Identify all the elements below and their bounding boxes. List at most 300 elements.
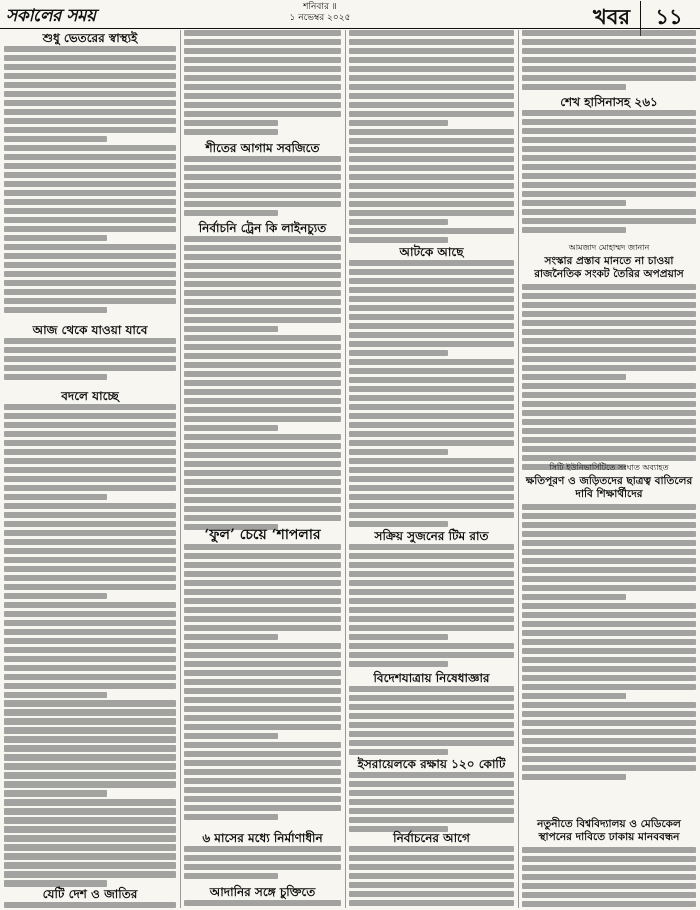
body-text-line <box>4 440 176 446</box>
headline-students: ক্ষতিপূরণ ও জড়িতদের ছাত্রত্ব বাতিলের দাবি শিক্ষার্থীদের <box>525 475 693 500</box>
body-text-line <box>522 729 696 735</box>
body-text-line <box>184 93 341 99</box>
body-text-line <box>349 102 514 108</box>
body-text-line <box>349 846 514 852</box>
body-text-line <box>349 562 514 568</box>
headline-flower: ‘ফুল’ চেয়ে ‘শাপলার <box>204 527 321 543</box>
body-text-line <box>4 431 176 437</box>
headline-election-train: নির্বাচনি ট্রেন কি লাইনচ্যুত <box>198 221 327 235</box>
body-text-line <box>4 763 176 769</box>
section-name: খবর <box>592 4 630 29</box>
body-text-line <box>184 111 341 117</box>
article-body <box>522 30 696 90</box>
newspaper-brand: সকালের সময় <box>6 6 96 26</box>
body-text-line <box>4 683 176 689</box>
body-text-line <box>184 75 341 81</box>
body-text-line <box>184 670 341 676</box>
body-text-line <box>522 765 696 771</box>
body-text-line <box>349 237 448 243</box>
body-text-line <box>522 119 696 125</box>
body-text-line <box>522 57 696 63</box>
body-text-line <box>4 674 176 680</box>
body-text-line <box>522 320 696 326</box>
body-text-line <box>4 709 176 715</box>
body-text-line <box>184 416 341 422</box>
body-text-line <box>522 347 696 353</box>
body-text-line <box>349 704 514 710</box>
body-text-line <box>184 900 341 906</box>
body-text-line <box>349 882 514 888</box>
body-text-line <box>184 742 341 748</box>
body-text-line <box>349 431 514 437</box>
body-text-line <box>4 629 176 635</box>
body-text-line <box>4 718 176 724</box>
body-text-line <box>522 446 696 452</box>
body-text-line <box>4 356 176 362</box>
body-text-line <box>184 120 278 126</box>
body-text-line <box>4 575 176 581</box>
article-body <box>184 236 341 530</box>
headline-before-election: নির্বাচনের আগে <box>393 831 470 845</box>
body-text-line <box>522 209 696 215</box>
body-text-line <box>349 781 514 787</box>
body-text-line <box>349 183 514 189</box>
body-text-line <box>349 332 514 338</box>
article-winter <box>184 140 341 219</box>
body-text-line <box>184 192 341 198</box>
body-text-line <box>184 443 341 449</box>
headline-winter: শীতের আগাম সবজিতে <box>205 141 320 155</box>
body-text-line <box>522 576 696 582</box>
body-text-line <box>349 449 448 455</box>
body-text-line <box>349 305 514 311</box>
body-text-line <box>522 128 696 134</box>
body-text-line <box>184 787 341 793</box>
body-text-line <box>184 317 341 323</box>
article-body <box>522 504 696 780</box>
body-text-line <box>184 210 278 216</box>
body-text-line <box>4 476 176 482</box>
dateline-date: ১ নভেম্বর ২০২৫ <box>289 13 351 23</box>
article-body <box>4 404 176 887</box>
body-text-line <box>522 356 696 362</box>
body-text-line <box>4 172 176 178</box>
body-text-line <box>522 657 696 663</box>
body-text-line <box>184 156 341 162</box>
body-text-line <box>349 485 514 491</box>
body-text-line <box>4 745 176 751</box>
body-text-line <box>184 855 341 861</box>
body-text-line <box>522 338 696 344</box>
body-text-line <box>349 147 514 153</box>
body-text-line <box>184 805 341 811</box>
body-text-line <box>4 280 176 286</box>
body-text-line <box>184 760 341 766</box>
article-country <box>4 886 176 908</box>
body-text-line <box>184 272 341 278</box>
body-text-line <box>349 713 514 719</box>
body-text-line <box>4 494 107 500</box>
body-text-line <box>349 817 514 823</box>
body-text-line <box>4 557 176 563</box>
body-text-line <box>522 738 696 744</box>
body-text-line <box>4 163 176 169</box>
article-before-election <box>349 830 514 908</box>
body-text-line <box>4 467 176 473</box>
body-text-line <box>349 93 514 99</box>
body-text-line <box>522 365 696 371</box>
body-text-line <box>184 281 341 287</box>
article-israel <box>349 756 514 835</box>
body-text-line <box>349 900 514 906</box>
body-text-line <box>522 437 696 443</box>
headline-changing: বদলে যাচ্ছে <box>61 389 119 403</box>
body-text-line <box>522 428 696 434</box>
body-text-line <box>184 488 341 494</box>
body-text-line <box>184 236 341 242</box>
body-text-line <box>349 30 514 36</box>
body-text-line <box>184 389 341 395</box>
article-foreign-travel <box>349 670 514 758</box>
body-text-line <box>4 136 107 142</box>
body-text-line <box>184 326 278 332</box>
body-text-line <box>184 479 341 485</box>
body-text-line <box>522 531 696 537</box>
body-text-line <box>4 521 176 527</box>
body-text-line <box>184 778 341 784</box>
body-text-line <box>349 174 514 180</box>
body-text-line <box>522 874 696 880</box>
body-text-line <box>522 39 696 45</box>
body-text-line <box>349 616 514 622</box>
body-text-line <box>4 808 176 814</box>
body-text-line <box>184 470 341 476</box>
headline-going: আজ থেকে যাওয়া যাবে <box>32 323 148 337</box>
body-text-line <box>4 826 176 832</box>
body-text-line <box>4 871 176 877</box>
body-text-line <box>349 138 514 144</box>
body-text-line <box>4 485 176 491</box>
article-flower <box>184 526 341 823</box>
body-text-line <box>522 392 696 398</box>
body-text-line <box>184 183 341 189</box>
body-text-line <box>4 181 176 187</box>
body-text-line <box>349 731 514 737</box>
body-text-line <box>184 751 341 757</box>
body-text-line <box>522 218 696 224</box>
body-text-line <box>184 706 341 712</box>
body-text-line <box>184 796 341 802</box>
body-text-line <box>522 702 696 708</box>
body-text-line <box>522 901 696 907</box>
body-text-line <box>184 571 341 577</box>
body-text-line <box>522 720 696 726</box>
body-text-line <box>184 371 341 377</box>
body-text-line <box>349 521 448 527</box>
article-youth <box>349 528 514 670</box>
headline-crisis: সংস্কার প্রস্তাব মানতে না চাওয়া রাজনৈতিক সংকট তৈরির অপপ্রয়াস <box>534 255 684 280</box>
body-text-line <box>349 210 514 216</box>
body-text-line <box>349 855 514 861</box>
body-text-line <box>522 747 696 753</box>
body-text-line <box>4 638 176 644</box>
body-text-line <box>522 513 696 519</box>
body-text-line <box>184 425 278 431</box>
body-text-line <box>522 75 696 81</box>
body-text-line <box>349 120 448 126</box>
body-text-line <box>4 656 176 662</box>
body-text-line <box>4 374 107 380</box>
headline-youth: সক্রিয় সুজনের টিম রাত <box>374 529 489 543</box>
body-text-line <box>522 284 696 290</box>
body-text-line <box>184 174 341 180</box>
article-top <box>349 30 514 246</box>
article-body <box>522 110 696 233</box>
article-body <box>349 686 514 755</box>
body-text-line <box>349 790 514 796</box>
body-text-line <box>522 883 696 889</box>
article-going <box>4 322 176 383</box>
body-text-line <box>184 344 341 350</box>
body-text-line <box>4 235 107 241</box>
column-3 <box>349 30 514 908</box>
body-text-line <box>184 562 341 568</box>
body-text-line <box>349 129 514 135</box>
body-text-line <box>349 287 514 293</box>
body-text-line <box>4 611 176 617</box>
body-text-line <box>4 338 176 344</box>
body-text-line <box>4 539 176 545</box>
dateline <box>250 2 390 24</box>
body-text-line <box>349 661 448 667</box>
body-text-line <box>349 156 514 162</box>
body-text-line <box>349 740 514 746</box>
body-text-line <box>4 298 176 304</box>
body-text-line <box>4 700 176 706</box>
body-text-line <box>4 347 176 353</box>
headline-country: যেটি দেশ ও জাতির <box>42 887 138 901</box>
body-text-line <box>4 566 176 572</box>
body-text-line <box>522 684 696 690</box>
article-body <box>349 846 514 908</box>
body-text-line <box>349 544 514 550</box>
body-text-line <box>184 814 278 820</box>
body-text-line <box>4 127 176 133</box>
body-text-line <box>522 164 696 170</box>
body-text-line <box>4 902 176 908</box>
body-text-line <box>4 253 176 259</box>
body-text-line <box>4 91 176 97</box>
body-text-line <box>522 374 626 380</box>
body-text-line <box>4 862 176 868</box>
body-text-line <box>349 260 514 266</box>
body-text-line <box>349 404 514 410</box>
body-text-line <box>349 607 514 613</box>
body-text-line <box>184 84 341 90</box>
body-text-line <box>349 278 514 284</box>
body-text-line <box>4 199 176 205</box>
body-text-line <box>4 190 176 196</box>
body-text-line <box>522 137 696 143</box>
column-rule <box>518 30 519 908</box>
column-2 <box>184 30 341 908</box>
body-text-line <box>349 359 514 365</box>
body-text-line <box>184 846 341 852</box>
body-text-line <box>4 817 176 823</box>
body-text-line <box>184 688 341 694</box>
body-text-line <box>184 201 341 207</box>
body-text-line <box>4 665 176 671</box>
article-top <box>522 30 696 93</box>
article-body <box>522 847 696 908</box>
body-text-line <box>4 530 176 536</box>
body-text-line <box>4 109 176 115</box>
headline-human-chain: নতুনীতে বিশ্ববিদ্যালয় ও মেডিকেল স্থাপনের দাবিতে ঢাকায় মানববন্ধন <box>537 818 681 843</box>
body-text-line <box>4 422 176 428</box>
body-text-line <box>184 452 341 458</box>
body-text-line <box>4 154 176 160</box>
body-text-line <box>349 323 514 329</box>
article-body <box>184 846 341 879</box>
body-text-line <box>4 736 176 742</box>
body-text-line <box>4 73 176 79</box>
body-text-line <box>4 602 176 608</box>
body-text-line <box>184 769 341 775</box>
body-text-line <box>349 652 514 658</box>
body-text-line <box>4 64 176 70</box>
body-text-line <box>184 515 341 521</box>
body-text-line <box>184 679 341 685</box>
body-text-line <box>349 440 514 446</box>
body-text-line <box>349 368 514 374</box>
body-text-line <box>522 410 696 416</box>
body-text-line <box>522 155 696 161</box>
body-text-line <box>4 584 176 590</box>
body-text-line <box>349 75 514 81</box>
body-text-line <box>184 625 341 631</box>
headline-foreign-travel: বিদেশযাত্রায় নিষেধাজ্ঞার <box>373 671 490 685</box>
body-text-line <box>522 675 696 681</box>
body-text-line <box>4 458 176 464</box>
body-text-line <box>349 269 514 275</box>
body-text-line <box>184 48 341 54</box>
body-text-line <box>4 100 176 106</box>
body-text-line <box>522 594 626 600</box>
body-text-line <box>184 102 341 108</box>
headline-adani: আদানির সঙ্গে চুক্তিতে <box>209 885 316 899</box>
body-text-line <box>349 350 448 356</box>
body-text-line <box>184 407 341 413</box>
body-text-line <box>349 39 514 45</box>
body-text-line <box>349 413 514 419</box>
body-text-line <box>349 503 514 509</box>
body-text-line <box>522 419 696 425</box>
body-text-line <box>4 449 176 455</box>
body-text-line <box>184 652 341 658</box>
body-text-line <box>4 82 176 88</box>
body-text-line <box>349 84 514 90</box>
body-text-line <box>522 711 696 717</box>
body-text-line <box>522 540 696 546</box>
body-text-line <box>4 55 176 61</box>
body-text-line <box>522 173 696 179</box>
body-text-line <box>349 57 514 63</box>
body-text-line <box>349 467 514 473</box>
body-text-line <box>522 504 696 510</box>
article-body <box>349 260 514 527</box>
body-text-line <box>349 296 514 302</box>
body-text-line <box>522 401 696 407</box>
body-text-line <box>522 603 696 609</box>
article-body <box>184 30 341 135</box>
body-text-line <box>184 724 341 730</box>
body-text-line <box>4 262 176 268</box>
body-text-line <box>4 404 176 410</box>
body-text-line <box>349 722 514 728</box>
body-text-line <box>184 39 341 45</box>
body-text-line <box>184 589 341 595</box>
body-text-line <box>184 308 341 314</box>
body-text-line <box>349 458 514 464</box>
body-text-line <box>184 362 341 368</box>
body-text-line <box>184 129 278 135</box>
body-text-line <box>4 647 176 653</box>
article-students <box>522 460 696 783</box>
body-text-line <box>4 289 176 295</box>
body-text-line <box>4 754 176 760</box>
masthead <box>0 0 700 29</box>
body-text-line <box>522 865 696 871</box>
body-text-line <box>349 873 514 879</box>
body-text-line <box>522 48 696 54</box>
body-text-line <box>522 200 626 206</box>
body-text-line <box>349 625 514 631</box>
body-text-line <box>522 892 696 898</box>
body-text-line <box>184 634 278 640</box>
body-text-line <box>184 607 341 613</box>
body-text-line <box>522 666 696 672</box>
column-rule <box>180 30 181 908</box>
body-text-line <box>4 244 176 250</box>
body-text-line <box>522 522 696 528</box>
body-text-line <box>349 341 514 347</box>
body-text-line <box>349 808 514 814</box>
body-text-line <box>4 512 176 518</box>
body-text-line <box>184 165 341 171</box>
body-text-line <box>522 66 696 72</box>
article-body <box>4 338 176 380</box>
body-text-line <box>349 891 514 897</box>
column-1 <box>4 30 176 908</box>
headline-hasina: শেখ হাসিনাসহ ২৬১ <box>560 95 658 109</box>
body-text-line <box>522 756 696 762</box>
body-text-line <box>349 48 514 54</box>
body-text-line <box>184 299 341 305</box>
body-text-line <box>4 844 176 850</box>
body-text-line <box>522 585 696 591</box>
body-text-line <box>522 311 696 317</box>
body-text-line <box>349 799 514 805</box>
body-text-line <box>4 226 176 232</box>
article-body <box>184 156 341 216</box>
body-text-line <box>184 245 341 251</box>
body-text-line <box>522 549 696 555</box>
body-text-line <box>522 227 626 233</box>
body-text-line <box>184 335 341 341</box>
body-text-line <box>349 749 448 755</box>
kicker-students: সিটি ইউনিভার্সিটিতে সংঘাত অব্যাহত <box>549 463 669 472</box>
headline-six-months: ৬ মাসের মধ্যে নির্মাণাধীন <box>202 831 323 845</box>
